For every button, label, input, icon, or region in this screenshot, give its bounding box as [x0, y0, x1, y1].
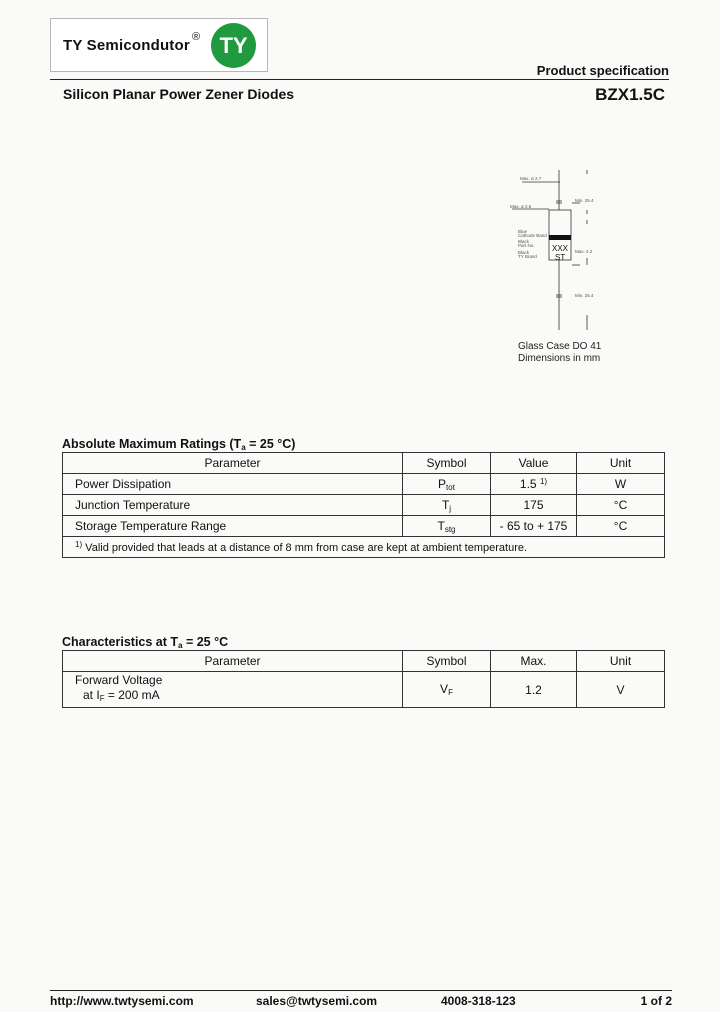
svg-text:Min. 25.4: Min. 25.4 [575, 198, 594, 203]
svg-text:Max. 4.2: Max. 4.2 [575, 249, 593, 254]
characteristics-title: Characteristics at $T_a = 25$ °C [62, 635, 229, 650]
svg-text:TY Brand: TY Brand [518, 254, 537, 259]
table-row: Forward Voltage at $I_F = 200$ mA $V_F$ 1.2 V [63, 672, 665, 708]
header-parameter: Parameter [63, 453, 403, 474]
header-value: Value [491, 453, 577, 474]
header-symbol: Symbol [403, 453, 491, 474]
footnote: $^{1)}$ Valid provided that leads at a distance of 8 mm from case are kept at ambient temperature. [63, 537, 665, 558]
header-unit: Unit [577, 453, 665, 474]
logo-emblem: TY [211, 23, 256, 68]
marking-part: XXX [552, 244, 569, 253]
table-row: Junction Temperature $T_j$ 175 °C [63, 495, 665, 516]
part-number: BZX1.5C [595, 85, 665, 104]
abs-max-title: Absolute Maximum Ratings ($T_a = 25$ °C) [62, 437, 296, 452]
document-subtitle: Silicon Planar Power Zener Diodes [63, 86, 295, 102]
header-parameter: Parameter [63, 651, 403, 672]
abs-max-table [62, 452, 665, 558]
svg-text:Max. ø 2.5: Max. ø 2.5 [510, 204, 532, 209]
table-header-row [63, 651, 665, 672]
registered-mark: ® [192, 31, 201, 43]
company-name: TY Semicondutor [63, 37, 190, 54]
table-row: Power Dissipation $P_{tot}$ 1.5 $^{1)}$ W [63, 474, 665, 495]
svg-text:Max. ø 2.7: Max. ø 2.7 [520, 176, 542, 181]
footer-phone: 4008-318-123 [441, 994, 516, 1008]
header-divider [50, 79, 669, 80]
company-logo [50, 18, 268, 72]
product-specification-label: Product specification [536, 63, 669, 78]
svg-text:Black: Black [518, 239, 530, 244]
footer-website[interactable]: http://www.twtysemi.com [50, 994, 194, 1008]
footer-page-number: 1 of 2 [640, 994, 672, 1008]
svg-text:Black: Black [518, 250, 530, 255]
marking-brand: ST [555, 253, 566, 262]
cathode-band [549, 235, 571, 240]
svg-text:Part No.: Part No. [518, 243, 535, 248]
diagram-caption-units: Dimensions in mm [518, 353, 601, 364]
footer-email[interactable]: sales@twtysemi.com [256, 994, 378, 1008]
diagram-caption-case: Glass Case DO 41 [518, 341, 602, 352]
footer-divider [50, 990, 672, 991]
header-max: Max. [491, 651, 577, 672]
characteristics-table [62, 650, 665, 708]
table-row: Storage Temperature Range $T_{stg}$ - 65 to + 175 °C [63, 516, 665, 537]
do41-package-diagram [500, 165, 620, 365]
svg-text:Blue: Blue [518, 229, 528, 234]
header-unit: Unit [577, 651, 665, 672]
svg-text:Min. 25.4: Min. 25.4 [575, 293, 594, 298]
header-symbol: Symbol [403, 651, 491, 672]
diagram-caption [518, 341, 601, 365]
svg-text:Cathode Band: Cathode Band [518, 233, 547, 238]
table-footnote-row [63, 537, 665, 558]
table-header-row [63, 453, 665, 474]
